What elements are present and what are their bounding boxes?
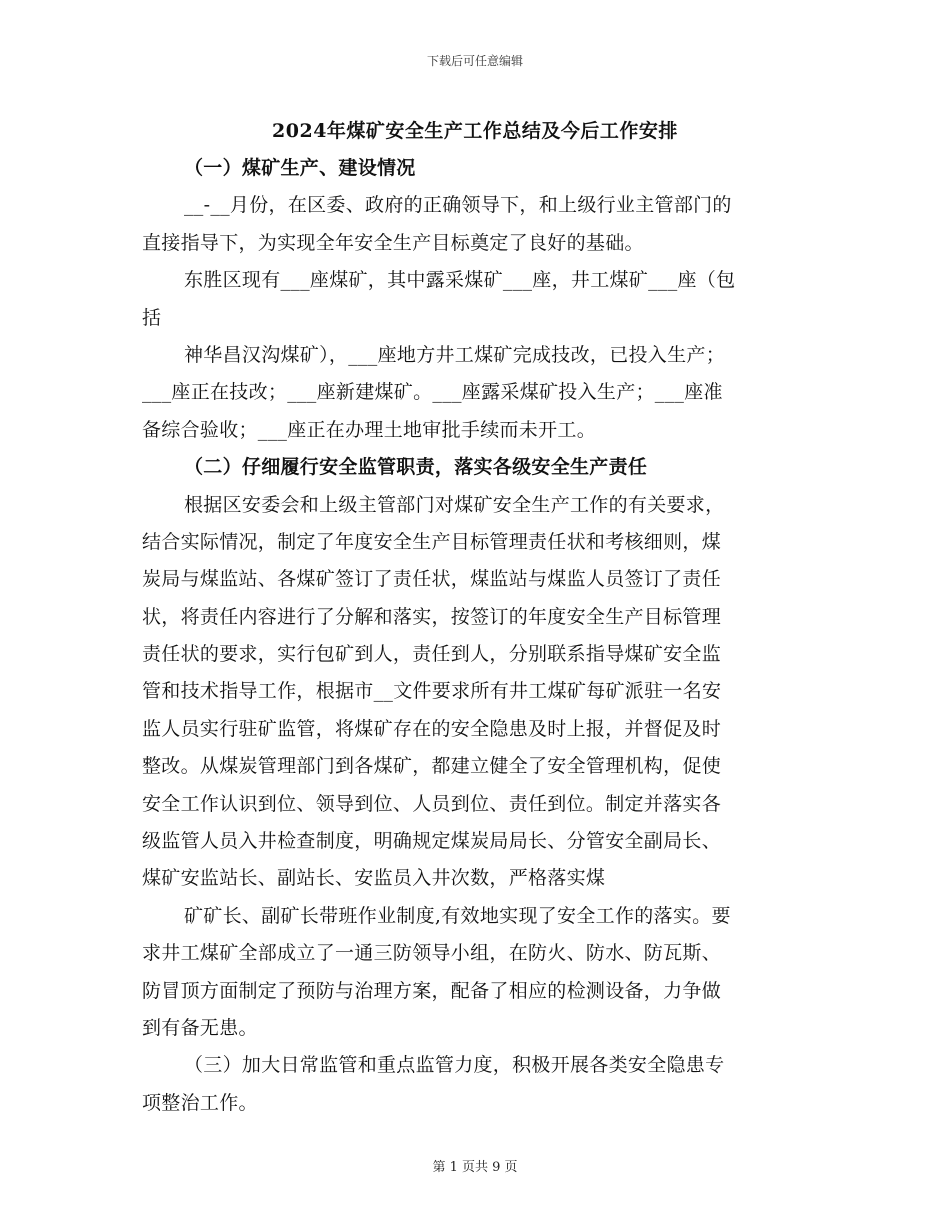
body-text-line: （三）加大日常监管和重点监管力度，积极开展各类安全隐患专 <box>184 1054 725 1077</box>
document-title: 2024年煤矿安全生产工作总结及今后工作安排 <box>272 120 678 142</box>
body-text-line: 煤矿安监站长、副站长、安监员入井次数，严格落实煤 <box>142 867 606 890</box>
body-text-line: 管和技术指导工作，根据市__文件要求所有井工煤矿每矿派驻一名安 <box>142 680 722 703</box>
body-text-line: 状，将责任内容进行了分解和落实，按签订的年度安全生产目标管理 <box>142 605 722 628</box>
section-heading-line: （二）仔细履行安全监管职责，落实各级安全生产责任 <box>184 456 648 479</box>
body-text-line: 神华昌汉沟煤矿），___座地方井工煤矿完成技改，已投入生产； <box>184 343 726 366</box>
body-text-line: 到有备无患。 <box>142 1016 258 1039</box>
body-text-line: 求井工煤矿全部成立了一通三防领导小组，在防火、防水、防瓦斯、 <box>142 942 722 965</box>
body-text-line: 直接指导下，为实现全年安全生产目标奠定了良好的基础。 <box>142 231 644 254</box>
body-text-line: 备综合验收；___座正在办理土地审批手续而未开工。 <box>142 418 597 441</box>
section-heading-line: （一）煤矿生产、建设情况 <box>184 157 416 179</box>
body-text-line: ___座正在技改；___座新建煤矿。___座露采煤矿投入生产；___座准 <box>142 381 723 404</box>
body-text-line: 根据区安委会和上级主管部门对煤矿安全生产工作的有关要求， <box>184 493 725 516</box>
body-text-line: 项整治工作。 <box>142 1091 258 1114</box>
body-text-line: 防冒顶方面制定了预防与治理方案，配备了相应的检测设备，力争做 <box>142 979 722 1002</box>
document-body <box>142 150 808 1122</box>
body-text-line: 矿矿长、副矿长带班作业制度,有效地实现了安全工作的落实。要 <box>184 904 731 927</box>
body-text-line: 结合实际情况，制定了年度安全生产目标管理责任状和考核细则，煤 <box>142 530 722 553</box>
body-text-line: __-__月份，在区委、政府的正确领导下，和上级行业主管部门的 <box>184 194 732 217</box>
body-text-line: 安全工作认识到位、领导到位、人员到位、责任到位。制定并落实各 <box>142 792 722 815</box>
body-text-line: 级监管人员入井检查制度，明确规定煤炭局局长、分管安全副局长、 <box>142 830 722 853</box>
body-text-line: 炭局与煤监站、各煤矿签订了责任状，煤监站与煤监人员签订了责任 <box>142 568 722 591</box>
page-header: 下载后可任意编辑 <box>426 54 523 68</box>
body-text-line: 责任状的要求，实行包矿到人，责任到人，分别联系指导煤矿安全监 <box>142 643 722 666</box>
page-footer: 第 1 页共 9 页 <box>432 1160 518 1175</box>
body-text-line: 东胜区现有___座煤矿，其中露采煤矿___座，井工煤矿___座（包 <box>184 269 736 292</box>
body-text-line: 整改。从煤炭管理部门到各煤矿，都建立健全了安全管理机构，促使 <box>142 755 722 778</box>
body-text-line: 监人员实行驻矿监管，将煤矿存在的安全隐患及时上报，并督促及时 <box>142 717 722 740</box>
body-text-line: 括 <box>142 306 162 329</box>
